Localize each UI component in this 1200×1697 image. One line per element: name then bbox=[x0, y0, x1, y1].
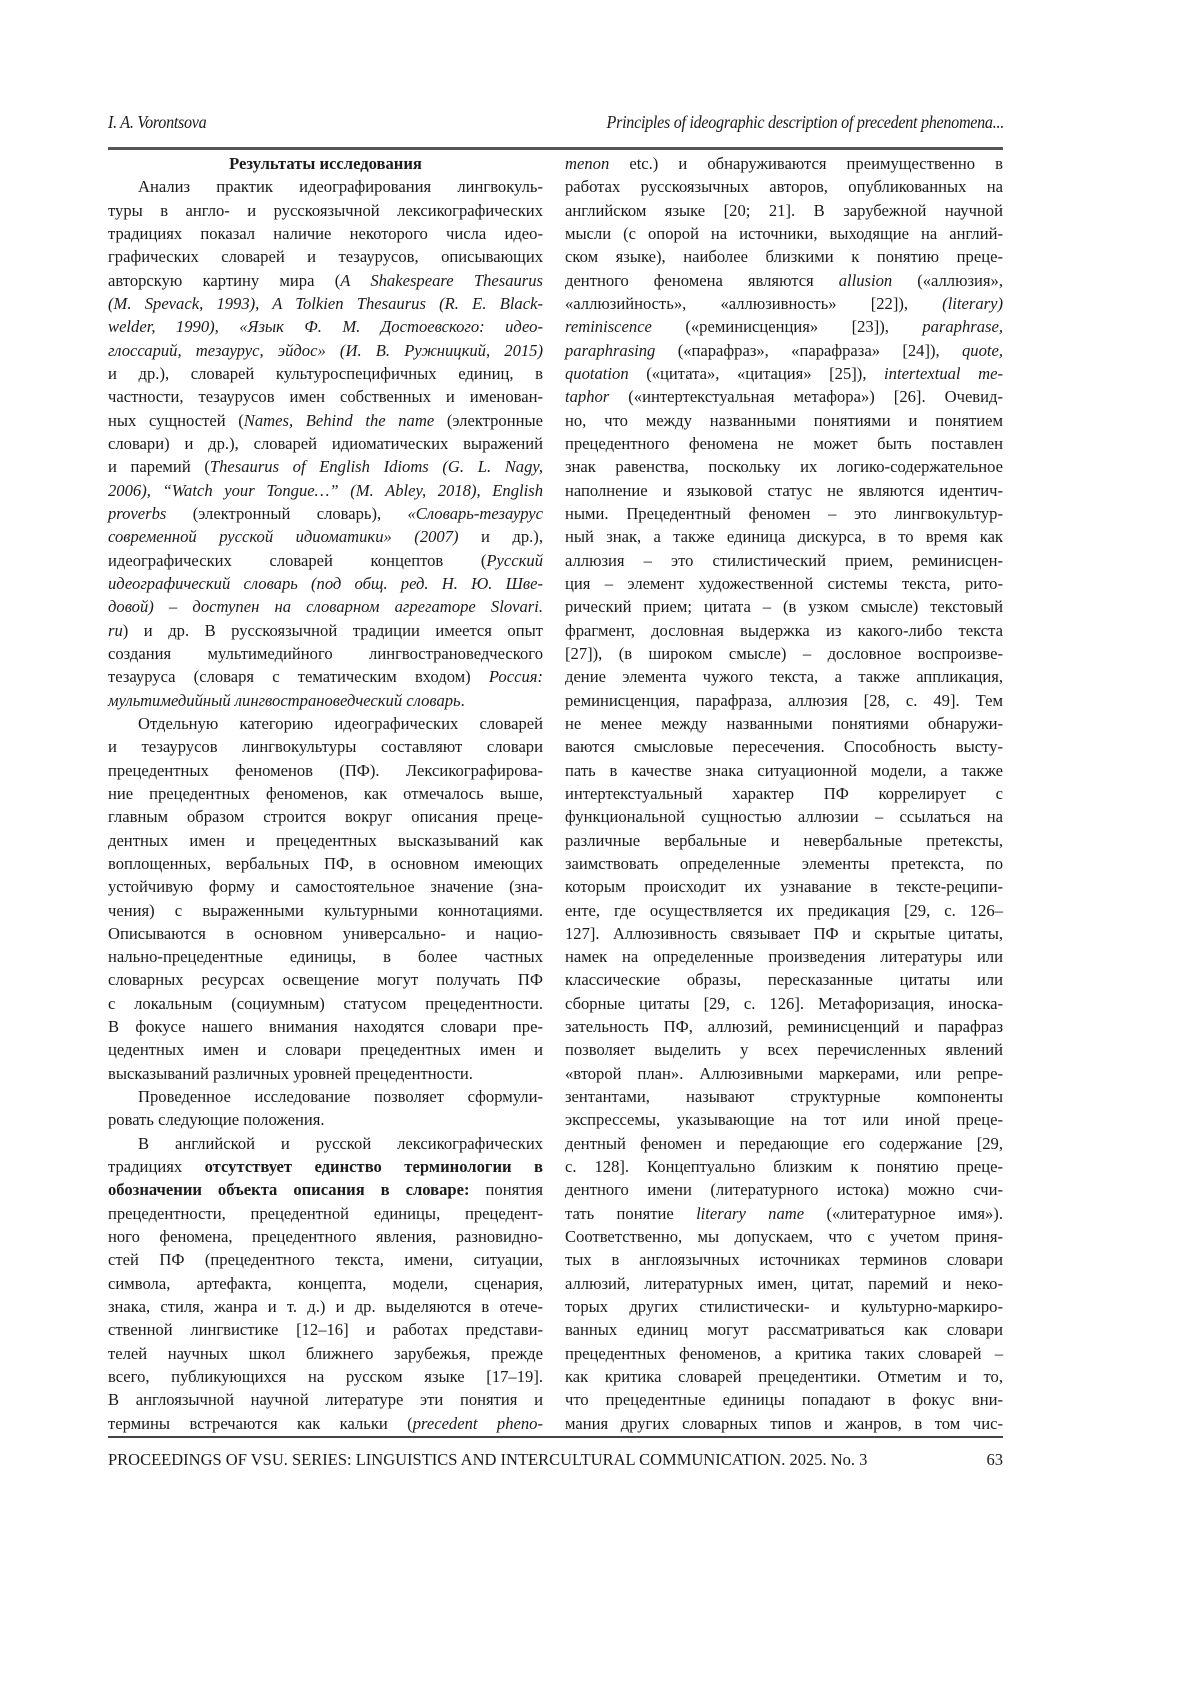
text-run: прецедентности, прецедентной единицы, прецедент- bbox=[108, 1203, 543, 1223]
text-line bbox=[108, 479, 543, 502]
text-line bbox=[108, 1365, 543, 1388]
text-run: но, что между названными понятиями и понятием bbox=[565, 410, 1003, 430]
text-line bbox=[108, 1062, 543, 1085]
text-line bbox=[565, 1015, 1003, 1038]
text-run: традициях показал наличие некоторого числа идео- bbox=[108, 223, 543, 243]
text-run: главным образом строится вокруг описания преце- bbox=[108, 807, 543, 827]
text-line bbox=[565, 292, 1003, 315]
text-run: экспрессемы, указывающие на тот или иной преце- bbox=[565, 1110, 1003, 1130]
text-line bbox=[565, 665, 1003, 688]
text-line bbox=[108, 1318, 543, 1341]
text-run: («интертекстуальная метафора») [26]. Очевид- bbox=[609, 387, 1003, 407]
text-run: наполнение и языковой статус не являются идентич- bbox=[565, 480, 1003, 500]
text-line bbox=[108, 1295, 543, 1318]
text-run: различные вербальные и невербальные претексты, bbox=[565, 830, 1003, 850]
text-run: воплощенных, вербальных ПФ, в основном имеющих bbox=[108, 853, 543, 873]
text-line bbox=[108, 199, 543, 222]
text-line bbox=[108, 899, 543, 922]
text-line bbox=[565, 152, 1003, 175]
text-line bbox=[565, 595, 1003, 618]
italic-text: Thesaurus of English Idioms (G. L. Nagy, bbox=[209, 457, 543, 477]
text-line bbox=[108, 432, 543, 455]
text-run: ском языке), наиболее близкими к понятию преце- bbox=[565, 247, 1003, 267]
text-line bbox=[565, 1038, 1003, 1061]
text-run: Соответственно, мы допускаем, что с учетом приня- bbox=[565, 1227, 1003, 1247]
text-line bbox=[565, 1365, 1003, 1388]
italic-text: современной русской идиоматики» (2007) bbox=[108, 527, 459, 547]
text-line bbox=[565, 1295, 1003, 1318]
text-run: тать понятие bbox=[565, 1203, 697, 1223]
text-run: английском языке [20; 21]. В зарубежной научной bbox=[565, 200, 1003, 220]
text-run: и паремий ( bbox=[108, 457, 210, 477]
italic-text: 2006), “Watch your Tongue…” (M. Abley, 2018), English bbox=[108, 480, 543, 500]
text-line bbox=[108, 665, 543, 688]
text-run: понятия bbox=[469, 1180, 543, 1200]
text-line bbox=[565, 245, 1003, 268]
text-line bbox=[108, 1015, 543, 1038]
text-line bbox=[108, 1248, 543, 1271]
text-run: ных сущностей ( bbox=[108, 410, 244, 430]
text-run: («реминисценция» [23]), bbox=[651, 317, 923, 337]
text-line bbox=[108, 875, 543, 898]
text-line bbox=[565, 689, 1003, 712]
text-line bbox=[565, 782, 1003, 805]
italic-text: proverbs bbox=[108, 503, 167, 523]
text-line bbox=[108, 525, 543, 548]
italic-text: мультимедийный лингвострановедческий словарь bbox=[108, 690, 461, 710]
text-line bbox=[108, 759, 543, 782]
italic-text: Names, Behind the name bbox=[243, 410, 435, 430]
text-run: традициях bbox=[108, 1157, 205, 1177]
text-run: ваются смысловые пересечения. Способность высту- bbox=[565, 737, 1003, 757]
italic-text: Русский bbox=[486, 550, 543, 570]
text-line bbox=[108, 642, 543, 665]
text-run: мания других словарных типов и жанров, в том чис- bbox=[565, 1413, 1003, 1433]
text-line bbox=[108, 1342, 543, 1365]
text-run: сборные цитаты [29, с. 126]. Метафоризация, иноска- bbox=[565, 993, 1003, 1013]
text-line bbox=[565, 199, 1003, 222]
text-run: фрагмент, дословная выдержка из какого-либо текста bbox=[565, 620, 1003, 640]
text-line bbox=[565, 1342, 1003, 1365]
text-line bbox=[108, 292, 543, 315]
italic-text: довой) – доступен на словарном агрегаторе Slovari. bbox=[108, 597, 543, 617]
text-run: которым происходит их узнавание в тексте-реципи- bbox=[565, 877, 1003, 897]
text-line bbox=[565, 525, 1003, 548]
text-line bbox=[108, 245, 543, 268]
text-line bbox=[108, 782, 543, 805]
text-run: намек на определенные произведения литературы или bbox=[565, 947, 1003, 967]
text-line bbox=[108, 1178, 543, 1201]
italic-text: welder, 1990), «Язык Ф. М. Достоевского: идео- bbox=[108, 317, 543, 337]
text-run: ровать следующие положения. bbox=[108, 1110, 325, 1130]
text-run: функциональной сущностью аллюзии – ссылаться на bbox=[565, 807, 1003, 827]
text-line bbox=[108, 385, 543, 408]
text-line bbox=[108, 455, 543, 478]
section-heading bbox=[108, 152, 543, 175]
text-run: тых в англоязычных источниках терминов словари bbox=[565, 1250, 1003, 1270]
text-line bbox=[565, 992, 1003, 1015]
text-run: интертекстуальный характер ПФ коррелирует с bbox=[565, 783, 1003, 803]
text-line bbox=[108, 922, 543, 945]
text-line bbox=[565, 1155, 1003, 1178]
text-line bbox=[565, 339, 1003, 362]
text-run: прецедентных феноменов (ПФ). Лексикографирова- bbox=[108, 760, 543, 780]
text-line bbox=[108, 1412, 543, 1435]
text-line bbox=[108, 1132, 543, 1155]
text-line bbox=[108, 1085, 543, 1108]
text-line bbox=[565, 619, 1003, 642]
text-run: авторскую картину мира ( bbox=[108, 270, 341, 290]
text-run: «аллюзийность», «аллюзивность» [22]), bbox=[565, 293, 943, 313]
text-line bbox=[565, 572, 1003, 595]
text-run: (электронный словарь), bbox=[166, 503, 408, 523]
text-run: создания мультимедийного лингвострановедческого bbox=[108, 643, 543, 663]
text-line bbox=[565, 479, 1003, 502]
italic-text: A Shakespeare Thesaurus bbox=[340, 270, 543, 290]
text-run: аллюзий, литературных имен, цитат, паремий и неко- bbox=[565, 1273, 1003, 1293]
text-run: (электронные bbox=[434, 410, 543, 430]
text-run: 127]. Аллюзивность связывает ПФ и скрытые цитаты, bbox=[565, 923, 1003, 943]
text-line bbox=[565, 875, 1003, 898]
text-run: Отдельную категорию идеографических словарей bbox=[138, 713, 543, 733]
text-line bbox=[565, 549, 1003, 572]
text-run: аллюзия – это стилистический прием, реминисцен- bbox=[565, 550, 1003, 570]
text-line bbox=[108, 968, 543, 991]
text-line bbox=[108, 502, 543, 525]
text-run: реминисценция, парафраза, аллюзия [28, с. 49]. Тем bbox=[565, 690, 1003, 710]
page-footer bbox=[108, 1450, 1003, 1470]
footer-divider bbox=[108, 1436, 1003, 1438]
text-line bbox=[108, 1155, 543, 1178]
text-line bbox=[108, 829, 543, 852]
text-run: идеографических словарей концептов ( bbox=[108, 550, 487, 570]
text-line bbox=[565, 362, 1003, 385]
text-run: как критика словарей прецедентики. Отметим и то, bbox=[565, 1367, 1003, 1387]
text-line bbox=[108, 945, 543, 968]
text-run: термины встречаются как кальки ( bbox=[108, 1413, 413, 1433]
text-run: ) и др. В русскоязычной традиции имеется опыт bbox=[122, 620, 543, 640]
text-run: цедентных имен и словари прецедентных имен и bbox=[108, 1040, 543, 1060]
text-line bbox=[565, 1202, 1003, 1225]
text-line bbox=[565, 175, 1003, 198]
text-line bbox=[108, 222, 543, 245]
text-line bbox=[565, 1225, 1003, 1248]
text-run: графических словарей и тезаурусов, описывающих bbox=[108, 247, 543, 267]
text-line bbox=[108, 1225, 543, 1248]
text-line bbox=[565, 642, 1003, 665]
page-number: 63 bbox=[986, 1450, 1003, 1469]
text-run: тезауруса (словаря с тематическим входом) bbox=[108, 667, 489, 687]
text-run: и тезаурусов лингвокультуры составляют словари bbox=[108, 737, 543, 757]
text-column-right bbox=[565, 152, 1003, 1435]
text-line bbox=[108, 689, 543, 712]
text-run: дентного имени (литературного истока) можно счи- bbox=[565, 1180, 1003, 1200]
text-run: («цитата», «цитация» [25]), bbox=[628, 363, 885, 383]
text-line bbox=[565, 1062, 1003, 1085]
text-run: знака, стиля, жанра и т. д.) и др. выделяются в отече- bbox=[108, 1297, 543, 1317]
text-line bbox=[565, 432, 1003, 455]
text-run: пать в качестве знака ситуационной модели, а также bbox=[565, 760, 1003, 780]
text-line bbox=[565, 805, 1003, 828]
text-run: туры в англо- и русскоязычной лексикографических bbox=[108, 200, 543, 220]
text-line bbox=[108, 1202, 543, 1225]
text-run: («парафраз», «парафраза» [24]), bbox=[655, 340, 962, 360]
italic-text: precedent pheno- bbox=[412, 1413, 543, 1433]
text-run: позволяет выделить у всех перечисленных явлений bbox=[565, 1040, 1003, 1060]
text-run: ванных единиц могут рассматриваться как словари bbox=[565, 1320, 1003, 1340]
text-run: ние прецедентных феноменов, как отмечалось выше, bbox=[108, 783, 543, 803]
text-line bbox=[108, 805, 543, 828]
text-line bbox=[108, 712, 543, 735]
bold-text: обозначении объекта описания в словаре: bbox=[108, 1180, 470, 1200]
text-run: [27]), (в широком смысле) – дословное воспроизве- bbox=[565, 643, 1003, 663]
text-line bbox=[565, 269, 1003, 292]
text-run: ного феномена, прецедентного явления, разновидно- bbox=[108, 1227, 543, 1247]
text-run: В английской и русской лексикографических bbox=[138, 1133, 543, 1153]
text-line bbox=[565, 1248, 1003, 1271]
text-column-left bbox=[108, 152, 543, 1435]
text-run: и др.), bbox=[458, 527, 543, 547]
text-run: дентных имен и прецедентных высказываний как bbox=[108, 830, 543, 850]
text-run: ственной лингвистике [12–16] и работах представи- bbox=[108, 1320, 543, 1340]
text-line bbox=[108, 1272, 543, 1295]
journal-name: PROCEEDINGS OF VSU. SERIES: LINGUISTICS AND INTERCULTURAL COMMUNICATION. 2025. No. 3 bbox=[108, 1450, 868, 1469]
text-line bbox=[565, 968, 1003, 991]
italic-text: taphor bbox=[565, 387, 610, 407]
text-line bbox=[108, 1038, 543, 1061]
italic-text: paraphrasing bbox=[565, 340, 656, 360]
text-run: дентный феномен и передающие его содержание [29, bbox=[565, 1133, 1003, 1153]
text-run: работах русскоязычных авторов, опубликованных на bbox=[565, 177, 1003, 197]
text-run: дентного феномена являются bbox=[565, 270, 839, 290]
text-run: устойчивую форму и самостоятельное значение (зна- bbox=[108, 877, 543, 897]
text-line bbox=[565, 735, 1003, 758]
italic-text: menon bbox=[565, 154, 610, 173]
running-header-author: I. A. Vorontsova bbox=[108, 112, 207, 132]
text-run: заимствовать определенные элементы претекста, по bbox=[565, 853, 1003, 873]
text-line bbox=[108, 315, 543, 338]
text-line bbox=[108, 852, 543, 875]
text-line bbox=[565, 502, 1003, 525]
text-line bbox=[108, 572, 543, 595]
italic-text: quote, bbox=[961, 340, 1003, 360]
text-line bbox=[108, 175, 543, 198]
text-line bbox=[108, 339, 543, 362]
text-run: ный знак, а также единица дискурса, в то время как bbox=[565, 527, 1003, 547]
italic-text: literary name bbox=[696, 1203, 805, 1223]
text-line bbox=[565, 385, 1003, 408]
text-line bbox=[108, 595, 543, 618]
text-run: стей ПФ (прецедентного текста, имени, ситуации, bbox=[108, 1250, 543, 1270]
text-run: частности, тезаурусов имен собственных и именован- bbox=[108, 387, 543, 407]
text-run: высказываний различных уровней прецедентности. bbox=[108, 1063, 473, 1083]
text-run: дение элемента чужого текста, а также аппликация, bbox=[565, 667, 1003, 687]
text-run: не менее между названными понятиями обнаружи- bbox=[565, 713, 1003, 733]
italic-text: intertextual me- bbox=[884, 363, 1003, 383]
text-line bbox=[565, 945, 1003, 968]
text-run: с. 128]. Концептуально близким к понятию преце- bbox=[565, 1157, 1003, 1177]
running-header-title: Principles of ideographic description of precedent phenomena... bbox=[606, 112, 1004, 132]
text-line bbox=[565, 1085, 1003, 1108]
text-run: и др.), словарей культуроспецифичных единиц, в bbox=[108, 363, 543, 383]
text-line bbox=[565, 1108, 1003, 1131]
text-line bbox=[108, 992, 543, 1015]
text-line bbox=[565, 1318, 1003, 1341]
text-run: торых других стилистически- и культурно-маркиро- bbox=[565, 1297, 1003, 1317]
text-run: словари) и др.), словарей идиоматических выражений bbox=[108, 433, 543, 453]
text-run: ция – элемент художественной системы текста, рито- bbox=[565, 573, 1003, 593]
text-run: нально-прецедентные единицы, в более частных bbox=[108, 947, 543, 967]
italic-text: идеографический словарь (под общ. ред. Н. Ю. Шве- bbox=[108, 573, 543, 593]
text-line bbox=[565, 1178, 1003, 1201]
text-line bbox=[565, 922, 1003, 945]
text-line bbox=[108, 269, 543, 292]
text-run: мысли (с опорой на источники, выходящие на англий- bbox=[565, 223, 1003, 243]
text-line bbox=[565, 222, 1003, 245]
text-line bbox=[108, 735, 543, 758]
text-run: Описываются в основном универсально- и нацио- bbox=[108, 923, 543, 943]
text-run: etc.) и обнаруживаются преимущественно в bbox=[609, 154, 1003, 173]
text-run: всего, публикующихся на русском языке [17–19]. bbox=[108, 1367, 543, 1387]
text-run: прецедентного феномена не может быть поставлен bbox=[565, 433, 1003, 453]
italic-text: «Словарь-тезаурус bbox=[407, 503, 543, 523]
text-run: знак равенства, поскольку их логико-содержательное bbox=[565, 457, 1003, 477]
text-run: енте, где осуществляется их предикация [29, с. 126– bbox=[565, 900, 1003, 920]
italic-text: (M. Spevack, 1993), A Tolkien Thesaurus (R. E. Black- bbox=[108, 293, 543, 313]
text-run: с локальным (социумным) статусом прецедентности. bbox=[108, 993, 543, 1013]
text-line bbox=[565, 1132, 1003, 1155]
text-run: что прецедентные единицы попадают в фокус вни- bbox=[565, 1390, 1003, 1410]
text-run: Проведенное исследование позволяет сформули- bbox=[138, 1087, 543, 1107]
italic-text: Россия: bbox=[488, 667, 543, 687]
header-divider bbox=[108, 147, 1003, 150]
text-line bbox=[565, 829, 1003, 852]
text-run: («литературное имя»). bbox=[804, 1203, 1003, 1223]
text-line bbox=[108, 409, 543, 432]
text-run: Анализ практик идеографирования лингвокуль- bbox=[138, 177, 543, 197]
text-run: («аллюзия», bbox=[892, 270, 1003, 290]
text-line bbox=[565, 315, 1003, 338]
text-run: рический прием; цитата – (в узком смысле) текстовый bbox=[565, 597, 1003, 617]
text-run: телей научных школ ближнего зарубежья, прежде bbox=[108, 1343, 543, 1363]
italic-text: (literary) bbox=[942, 293, 1003, 313]
text-line bbox=[108, 619, 543, 642]
text-run: прецедентных феноменов, а критика таких словарей – bbox=[565, 1343, 1003, 1363]
text-run: зательность ПФ, аллюзий, реминисценций и парафраз bbox=[565, 1017, 1003, 1037]
text-line bbox=[108, 362, 543, 385]
text-run: чения) с выраженными культурными коннотациями. bbox=[108, 900, 543, 920]
italic-text: глоссарий, тезаурус, эйдос» (И. В. Ружницкий, 2015) bbox=[108, 340, 543, 360]
text-run: символа, артефакта, концепта, модели, сценария, bbox=[108, 1273, 543, 1293]
italic-text: allusion bbox=[838, 270, 893, 290]
text-line bbox=[108, 549, 543, 572]
text-line bbox=[565, 759, 1003, 782]
text-run: классические образы, пересказанные цитаты или bbox=[565, 970, 1003, 990]
text-line bbox=[108, 1388, 543, 1411]
text-run: В англоязычной научной литературе эти понятия и bbox=[108, 1390, 543, 1410]
text-line bbox=[565, 899, 1003, 922]
text-line bbox=[565, 852, 1003, 875]
text-run: «второй план». Аллюзивными маркерами, или репре- bbox=[565, 1063, 1003, 1083]
text-run: словарных ресурсах освещение могут получать ПФ bbox=[108, 970, 543, 990]
text-line bbox=[565, 712, 1003, 735]
bold-text: отсутствует единство терминологии в bbox=[204, 1157, 544, 1177]
text-line bbox=[108, 1108, 543, 1131]
text-line bbox=[565, 409, 1003, 432]
text-run: . bbox=[460, 690, 465, 710]
text-run: ными. Прецедентный феномен – это лингвокультур- bbox=[565, 503, 1003, 523]
text-line bbox=[565, 1388, 1003, 1411]
italic-text: paraphrase, bbox=[922, 317, 1003, 337]
text-run: Результаты исследования bbox=[229, 154, 422, 173]
italic-text: quotation bbox=[565, 363, 629, 383]
text-line bbox=[565, 455, 1003, 478]
text-run: зентантами, называют структурные компоненты bbox=[565, 1087, 1003, 1107]
text-run: В фокусе нашего внимания находятся словари пре- bbox=[108, 1017, 543, 1037]
italic-text: ru bbox=[108, 620, 123, 640]
italic-text: reminiscence bbox=[565, 317, 652, 337]
text-line bbox=[565, 1412, 1003, 1435]
text-line bbox=[565, 1272, 1003, 1295]
